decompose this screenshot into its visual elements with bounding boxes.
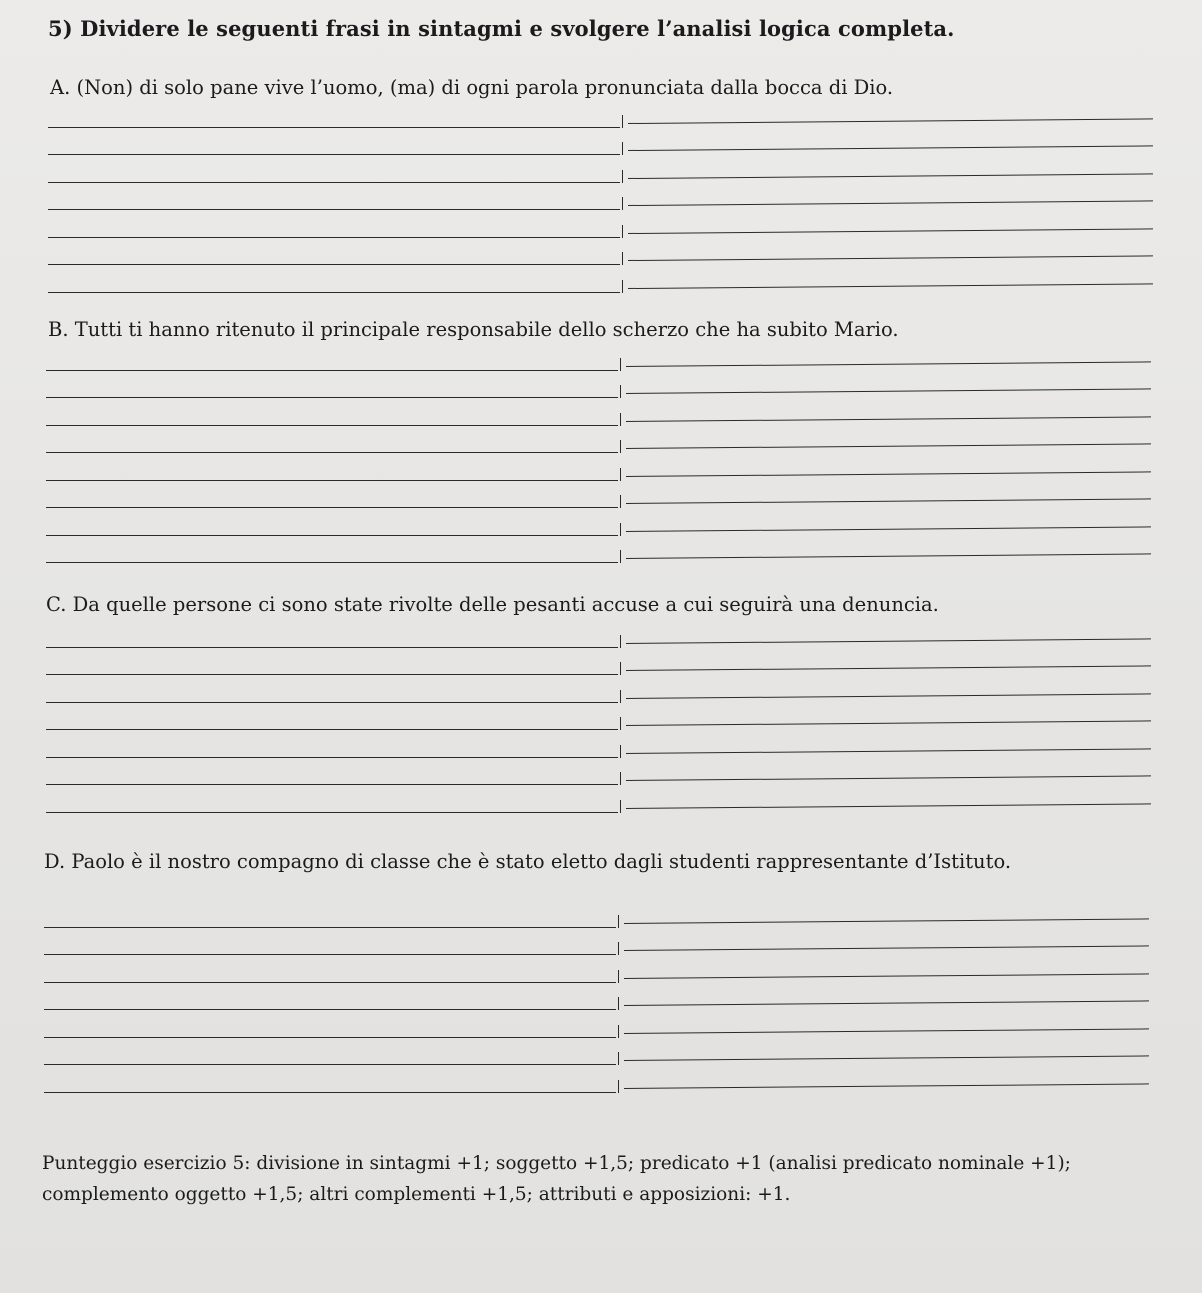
answer-blank-right[interactable]: [626, 638, 1151, 644]
answer-line-row[interactable]: [46, 536, 1166, 564]
column-separator: [620, 440, 621, 453]
column-separator: [620, 662, 621, 675]
answer-blank-right[interactable]: [626, 693, 1151, 699]
answer-blank-right[interactable]: [624, 1000, 1149, 1006]
column-separator: [620, 523, 621, 536]
column-separator: [622, 197, 623, 210]
answer-line-row[interactable]: [44, 900, 1164, 928]
answer-line-row[interactable]: [48, 128, 1168, 156]
answer-blank-right[interactable]: [624, 918, 1149, 924]
answer-line-row[interactable]: [44, 983, 1164, 1011]
column-separator: [620, 468, 621, 481]
answer-blank-right[interactable]: [624, 1083, 1149, 1089]
column-separator: [620, 800, 621, 813]
answer-line-row[interactable]: [48, 265, 1168, 293]
answer-line-row[interactable]: [44, 1010, 1164, 1038]
sentence-d: D. Paolo è il nostro compagno di classe che è stato eletto dagli studenti rappresentante d’Istituto.: [44, 850, 1012, 873]
answer-blank-right[interactable]: [624, 1028, 1149, 1034]
answer-line-row[interactable]: [44, 1038, 1164, 1066]
column-separator: [622, 115, 623, 128]
answer-line-row[interactable]: [44, 1065, 1164, 1093]
column-separator: [618, 942, 619, 955]
answer-blank-right[interactable]: [626, 720, 1151, 726]
column-separator: [620, 690, 621, 703]
answer-blank-right[interactable]: [626, 471, 1151, 477]
column-separator: [618, 915, 619, 928]
answer-line-row[interactable]: [44, 955, 1164, 983]
answer-lines-d: [44, 900, 1164, 1093]
answer-line-row[interactable]: [46, 426, 1166, 454]
column-separator: [622, 225, 623, 238]
answer-blank-right[interactable]: [624, 973, 1149, 979]
answer-line-row[interactable]: [48, 238, 1168, 266]
answer-line-row[interactable]: [46, 481, 1166, 509]
column-separator: [620, 635, 621, 648]
answer-blank-right[interactable]: [628, 173, 1153, 179]
answer-blank-right[interactable]: [626, 748, 1151, 754]
answer-blank-left[interactable]: [46, 562, 618, 563]
answer-lines-a: [48, 100, 1168, 293]
answer-blank-right[interactable]: [628, 200, 1153, 206]
answer-line-row[interactable]: [48, 210, 1168, 238]
column-separator: [622, 142, 623, 155]
answer-line-row[interactable]: [48, 183, 1168, 211]
answer-blank-right[interactable]: [626, 388, 1151, 394]
answer-line-row[interactable]: [46, 343, 1166, 371]
column-separator: [620, 495, 621, 508]
column-separator: [622, 280, 623, 293]
answer-blank-left[interactable]: [48, 292, 620, 293]
sentence-b: B. Tutti ti hanno ritenuto il principale responsabile dello scherzo che ha subito Mario.: [48, 318, 899, 341]
sentence-a: A. (Non) di solo pane vive l’uomo, (ma) di ogni parola pronunciata dalla bocca di Dio.: [50, 76, 894, 99]
answer-line-row[interactable]: [46, 453, 1166, 481]
answer-blank-right[interactable]: [626, 361, 1151, 367]
column-separator: [620, 550, 621, 563]
answer-line-row[interactable]: [46, 758, 1166, 786]
column-separator: [620, 358, 621, 371]
column-separator: [620, 717, 621, 730]
answer-blank-right[interactable]: [624, 1055, 1149, 1061]
column-separator: [622, 170, 623, 183]
scoring-note: Punteggio esercizio 5: divisione in sintagmi +1; soggetto +1,5; predicato +1 (analisi predicato nominale +1); complemento oggetto +1,5; altri complementi +1,5; attributi e apposizioni: +1.: [42, 1153, 1071, 1205]
column-separator: [620, 772, 621, 785]
answer-line-row[interactable]: [46, 703, 1166, 731]
answer-line-row[interactable]: [46, 371, 1166, 399]
column-separator: [620, 385, 621, 398]
answer-line-row[interactable]: [46, 398, 1166, 426]
answer-lines-c: [46, 620, 1166, 813]
column-separator: [622, 252, 623, 265]
answer-line-row[interactable]: [46, 785, 1166, 813]
answer-line-row[interactable]: [48, 155, 1168, 183]
column-separator: [618, 970, 619, 983]
answer-blank-right[interactable]: [628, 118, 1153, 124]
sentence-c: C. Da quelle persone ci sono state rivolte delle pesanti accuse a cui seguirà una denuncia.: [46, 593, 939, 616]
answer-line-row[interactable]: [46, 648, 1166, 676]
answer-blank-left[interactable]: [46, 812, 618, 813]
answer-blank-right[interactable]: [628, 228, 1153, 234]
answer-blank-right[interactable]: [626, 803, 1151, 809]
answer-line-row[interactable]: [46, 620, 1166, 648]
answer-blank-right[interactable]: [626, 665, 1151, 671]
answer-blank-right[interactable]: [628, 283, 1153, 289]
answer-line-row[interactable]: [46, 675, 1166, 703]
answer-blank-right[interactable]: [626, 443, 1151, 449]
answer-blank-right[interactable]: [626, 775, 1151, 781]
answer-line-row[interactable]: [46, 730, 1166, 758]
answer-blank-right[interactable]: [628, 145, 1153, 151]
answer-blank-right[interactable]: [624, 945, 1149, 951]
column-separator: [620, 745, 621, 758]
answer-blank-left[interactable]: [44, 1092, 616, 1093]
answer-blank-right[interactable]: [626, 498, 1151, 504]
answer-line-row[interactable]: [46, 508, 1166, 536]
answer-line-row[interactable]: [44, 928, 1164, 956]
exercise-title: 5) Dividere le seguenti frasi in sintagmi e svolgere l’analisi logica completa.: [48, 16, 955, 41]
column-separator: [618, 1080, 619, 1093]
answer-blank-right[interactable]: [626, 553, 1151, 559]
column-separator: [618, 1025, 619, 1038]
answer-blank-right[interactable]: [626, 416, 1151, 422]
column-separator: [618, 1052, 619, 1065]
answer-blank-right[interactable]: [628, 255, 1153, 261]
answer-blank-right[interactable]: [626, 526, 1151, 532]
column-separator: [618, 997, 619, 1010]
answer-line-row[interactable]: [48, 100, 1168, 128]
answer-lines-b: [46, 343, 1166, 563]
column-separator: [620, 413, 621, 426]
